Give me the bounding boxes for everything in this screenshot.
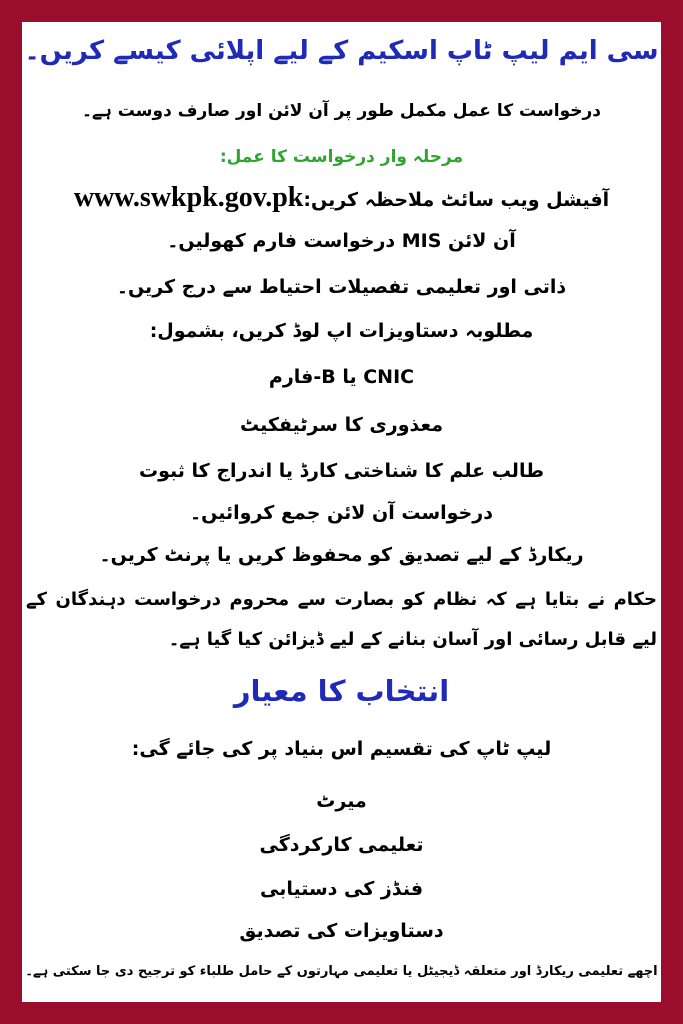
- document-item: طالب علم کا شناختی کارڈ یا اندراج کا ثبوت: [139, 460, 544, 482]
- criteria-heading: انتخاب کا معیار: [233, 674, 450, 708]
- page-title: سی ایم لیپ ٹاپ اسکیم کے لیے اپلائی کیسے کریں۔: [24, 36, 659, 66]
- criteria-item: دستاویزات کی تصدیق: [239, 920, 444, 942]
- website-url[interactable]: www.swkpk.gov.pk: [73, 182, 304, 213]
- process-heading: مرحلہ وار درخواست کا عمل:: [219, 147, 464, 167]
- step-save-print: ریکارڈ کے لیے تصدیق کو محفوظ کریں یا پرنٹ کریں۔: [99, 544, 584, 566]
- step-enter-details: ذاتی اور تعلیمی تفصیلات احتیاط سے درج کریں۔: [116, 276, 567, 298]
- step-visit-website: [22, 182, 661, 214]
- closing-text: اچھے تعلیمی ریکارڈ اور متعلقہ ڈیجیٹل یا تعلیمی مہارتوں کے حامل طلباء کو ترجیح دی جا سکتی ہے۔: [25, 964, 658, 979]
- article-card: [22, 22, 661, 1002]
- criteria-item: میرٹ: [316, 790, 367, 812]
- criteria-item: فنڈز کی دستیابی: [259, 878, 424, 900]
- step-upload-documents: مطلوبہ دستاویزات اپ لوڈ کریں، بشمول:: [149, 320, 534, 342]
- document-item: معذوری کا سرٹیفکیٹ: [239, 414, 444, 436]
- officials-note: حکام نے بتایا ہے کہ نظام کو بصارت سے محروم درخواست دہندگان کے لیے قابل رسائی اور آسان بنانے کے لیے ڈیزائن کیا گیا ہے۔: [26, 589, 657, 650]
- step-visit-label: آفیشل ویب سائٹ ملاحظہ کریں:: [303, 189, 610, 211]
- criteria-intro: لیپ ٹاپ کی تقسیم اس بنیاد پر کی جائے گی:: [131, 738, 552, 760]
- criteria-item: تعلیمی کارکردگی: [259, 834, 424, 856]
- step-submit: درخواست آن لائن جمع کروائیں۔: [190, 502, 493, 524]
- intro-text: درخواست کا عمل مکمل طور پر آن لائن اور صارف دوست ہے۔: [81, 101, 601, 121]
- document-item: CNIC یا B-فارم: [268, 366, 415, 388]
- step-open-form: آن لائن MIS درخواست فارم کھولیں۔: [167, 230, 516, 252]
